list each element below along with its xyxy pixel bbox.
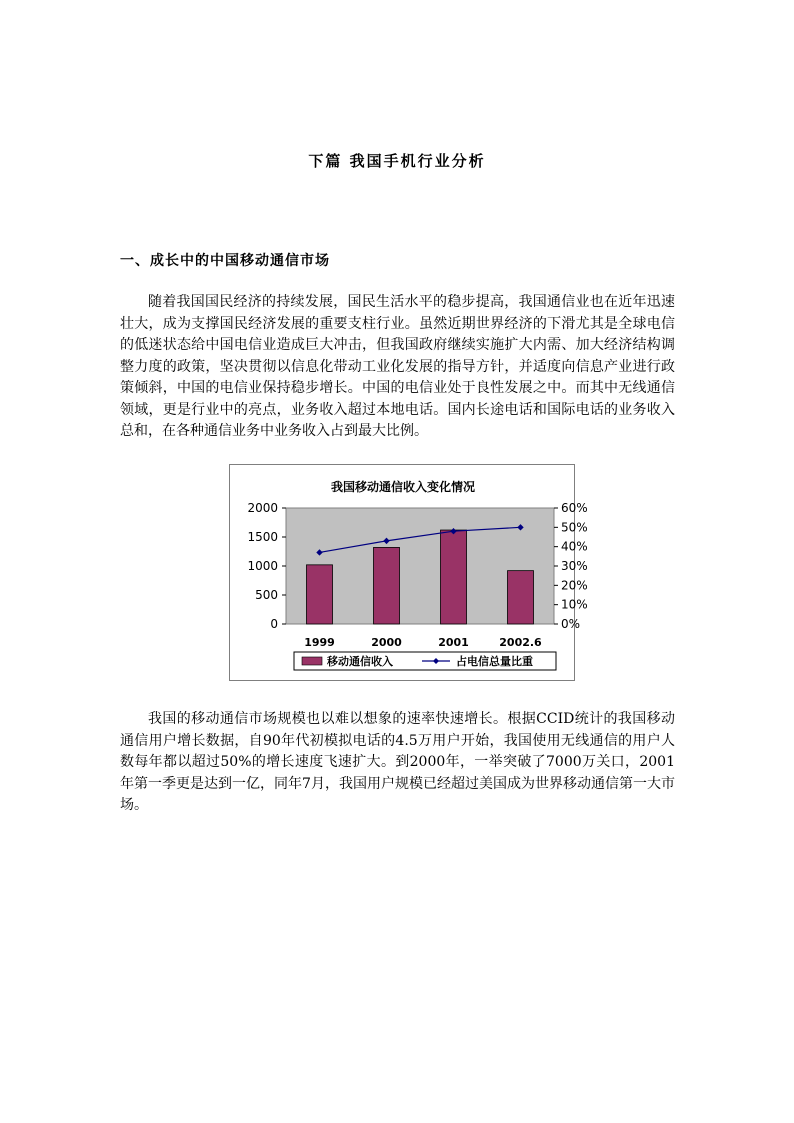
- x-tick-label: 2002.6: [499, 636, 542, 649]
- bar: [441, 530, 467, 624]
- section-heading: 一、成长中的中国移动通信市场: [120, 253, 330, 269]
- x-tick-label: 2000: [371, 636, 402, 649]
- y2-tick-label: 40%: [561, 539, 588, 554]
- chart-svg: [230, 465, 588, 682]
- bar: [307, 565, 333, 624]
- body-paragraph: 我国的移动通信市场规模也以难以想象的速率快速增长。根据CCID统计的我国移动通信用户增长数据，自90年代初模拟电话的4.5万用户开始，我国使用无线通信的用户人数每年都以超过50%的增长速度飞速扩大。到2000年，一举突破了7000万关口，2001年第一季更是达到一亿，同年7月，我国用户规模已经超过美国成为世界移动通信第一大市场。: [120, 711, 675, 813]
- y-tick-label: 1000: [247, 559, 278, 573]
- y2-tick-label: 30%: [561, 559, 588, 573]
- page-title: 下篇 我国手机行业分析: [308, 152, 486, 170]
- y-tick-label: 2000: [247, 501, 278, 515]
- legend-label: 占电信总量比重: [456, 655, 533, 668]
- y2-tick-label: 20%: [561, 578, 588, 593]
- y-tick-label: 0: [270, 617, 278, 631]
- y-tick-label: 1500: [247, 530, 278, 544]
- x-tick-label: 1999: [304, 636, 335, 649]
- bar: [508, 571, 534, 624]
- y-tick-label: 500: [255, 588, 278, 602]
- y2-tick-label: 0%: [561, 617, 581, 631]
- y2-tick-label: 50%: [561, 520, 588, 535]
- legend-label: 移动通信收入: [327, 655, 393, 668]
- x-tick-label: 2001: [438, 636, 469, 649]
- legend-swatch-bar: [302, 657, 322, 665]
- bar: [374, 547, 400, 624]
- y2-tick-label: 60%: [561, 501, 588, 515]
- body-paragraph: 随着我国国民经济的持续发展，国民生活水平的稳步提高，我国通信业也在近年迅速壮大，成为支撑国民经济发展的重要支柱行业。虽然近期世界经济的下滑尤其是全球电信的低迷状态给中国电信业造成巨大冲击，但我国政府继续实施扩大内需、加大经济结构调整力度的政策，坚决贯彻以信息化带动工业化发展的指导方针，并适度向信息产业进行政策倾斜，中国的电信业保持稳步增长。中国的电信业处于良性发展之中。而其中无线通信领域，更是行业中的亮点，业务收入超过本地电话。国内长途电话和国际电话的业务收入总和，在各种通信业务中业务收入占到最大比例。: [120, 294, 675, 439]
- chart-title: 我国移动通信收入变化情况: [330, 480, 475, 494]
- y2-tick-label: 10%: [561, 597, 588, 612]
- chart-figure: [229, 464, 588, 681]
